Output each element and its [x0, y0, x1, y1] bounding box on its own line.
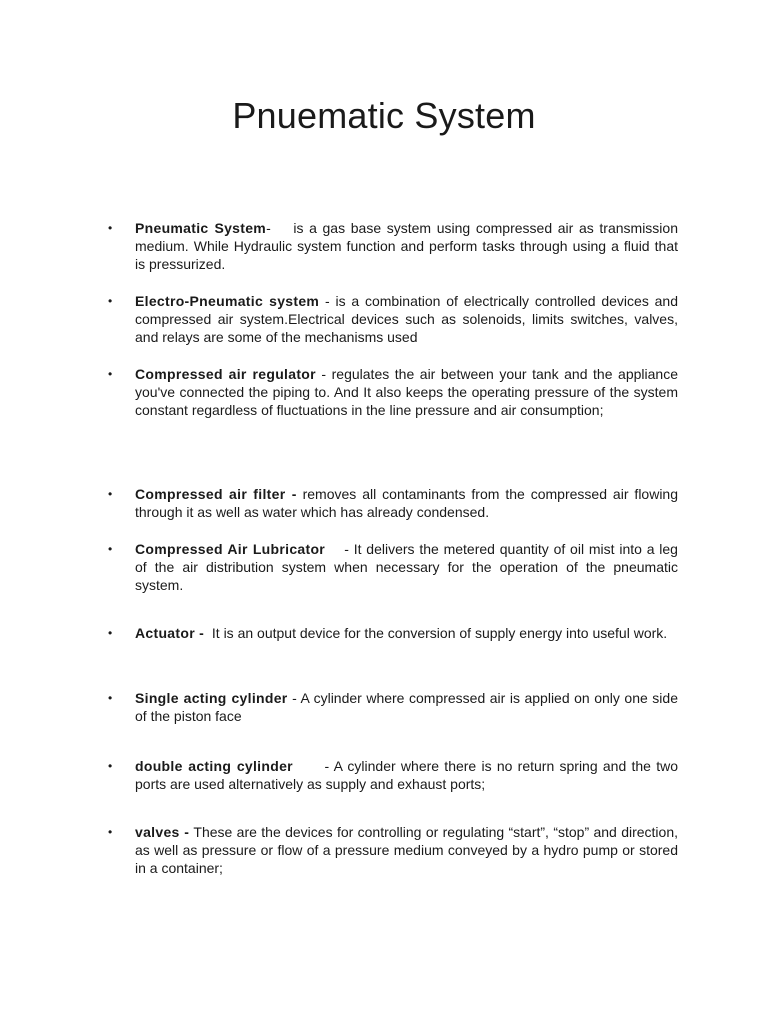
list-item-pneumatic-system	[108, 219, 678, 273]
separator: -	[287, 690, 301, 706]
term: Single acting cylinder	[135, 690, 288, 706]
list-item-text	[135, 219, 678, 273]
list-item-text	[135, 540, 678, 594]
description: It is an output device for the conversion of supply energy into useful work.	[211, 625, 668, 641]
term: Electro-Pneumatic system	[135, 293, 320, 309]
list-item-text	[135, 485, 678, 521]
term: double acting cylinder	[135, 758, 293, 774]
term: valves -	[135, 824, 190, 840]
list-item-compressed-air-regulator	[108, 365, 678, 419]
list-item-text	[135, 757, 678, 793]
list-item-text	[135, 689, 678, 725]
term: Compressed Air Lubricator	[135, 541, 326, 557]
description: A cylinder where there is no return spring and the two ports are used alternatively as supply and exhaust ports;	[135, 758, 678, 792]
list-item-text	[135, 292, 678, 346]
page-title: Pnuematic System	[232, 95, 536, 136]
term: Pneumatic System	[135, 220, 267, 236]
bullet-icon: •	[108, 294, 113, 308]
list-item-actuator	[108, 624, 678, 642]
description: It delivers the metered quantity of oil mist into a leg of the air distribution system when necessary for the operation of the pneumatic system.	[135, 541, 678, 593]
bullet-icon: •	[108, 825, 113, 839]
list-item-double-acting-cylinder	[108, 757, 678, 793]
bullet-icon: •	[108, 542, 113, 556]
separator: -	[319, 293, 336, 309]
description: is a gas base system using compressed air as transmission medium. While Hydraulic system function and perform tasks through using a fluid that is pressurized.	[135, 220, 678, 272]
separator	[204, 625, 212, 641]
list-item-single-acting-cylinder	[108, 689, 678, 725]
term: Actuator -	[135, 625, 205, 641]
term: Compressed air filter -	[135, 486, 297, 502]
bullet-icon: •	[108, 367, 113, 381]
description: removes all contaminants from the compressed air flowing through it as well as water which has already condensed.	[135, 486, 679, 520]
term: Compressed air regulator	[135, 366, 316, 382]
separator: -	[266, 220, 294, 236]
bullet-icon: •	[108, 626, 113, 640]
description: regulates the air between your tank and the appliance you've connected the piping to. And It also keeps the operating pressure of the system constant regardless of fluctuations in the line pressure and air consumption;	[135, 366, 678, 418]
list-item-compressed-air-filter	[108, 485, 678, 521]
list-item-text	[135, 365, 678, 419]
bullet-icon: •	[108, 759, 113, 773]
separator: -	[315, 366, 332, 382]
bullet-icon: •	[108, 691, 113, 705]
description: A cylinder where compressed air is applied on only one side of the piston face	[135, 690, 678, 724]
description: is a combination of electrically controlled devices and compressed air system.Electrical devices such as solenoids, limits switches, valves, and relays are some of the mechanisms used	[135, 293, 678, 345]
list-item-text	[135, 823, 678, 877]
bullet-icon: •	[108, 487, 113, 501]
list-item-valves	[108, 823, 678, 877]
separator: -	[292, 758, 334, 774]
list-item-compressed-air-lubricator	[108, 540, 678, 594]
list-item-text	[135, 624, 678, 642]
list-item-electro-pneumatic-system	[108, 292, 678, 346]
separator: -	[325, 541, 354, 557]
bullet-icon: •	[108, 221, 113, 235]
description: These are the devices for controlling or regulating “start”, “stop” and direction, as well as pressure or flow of a pressure medium conveyed by a hydro pump or stored in a container;	[135, 824, 679, 876]
